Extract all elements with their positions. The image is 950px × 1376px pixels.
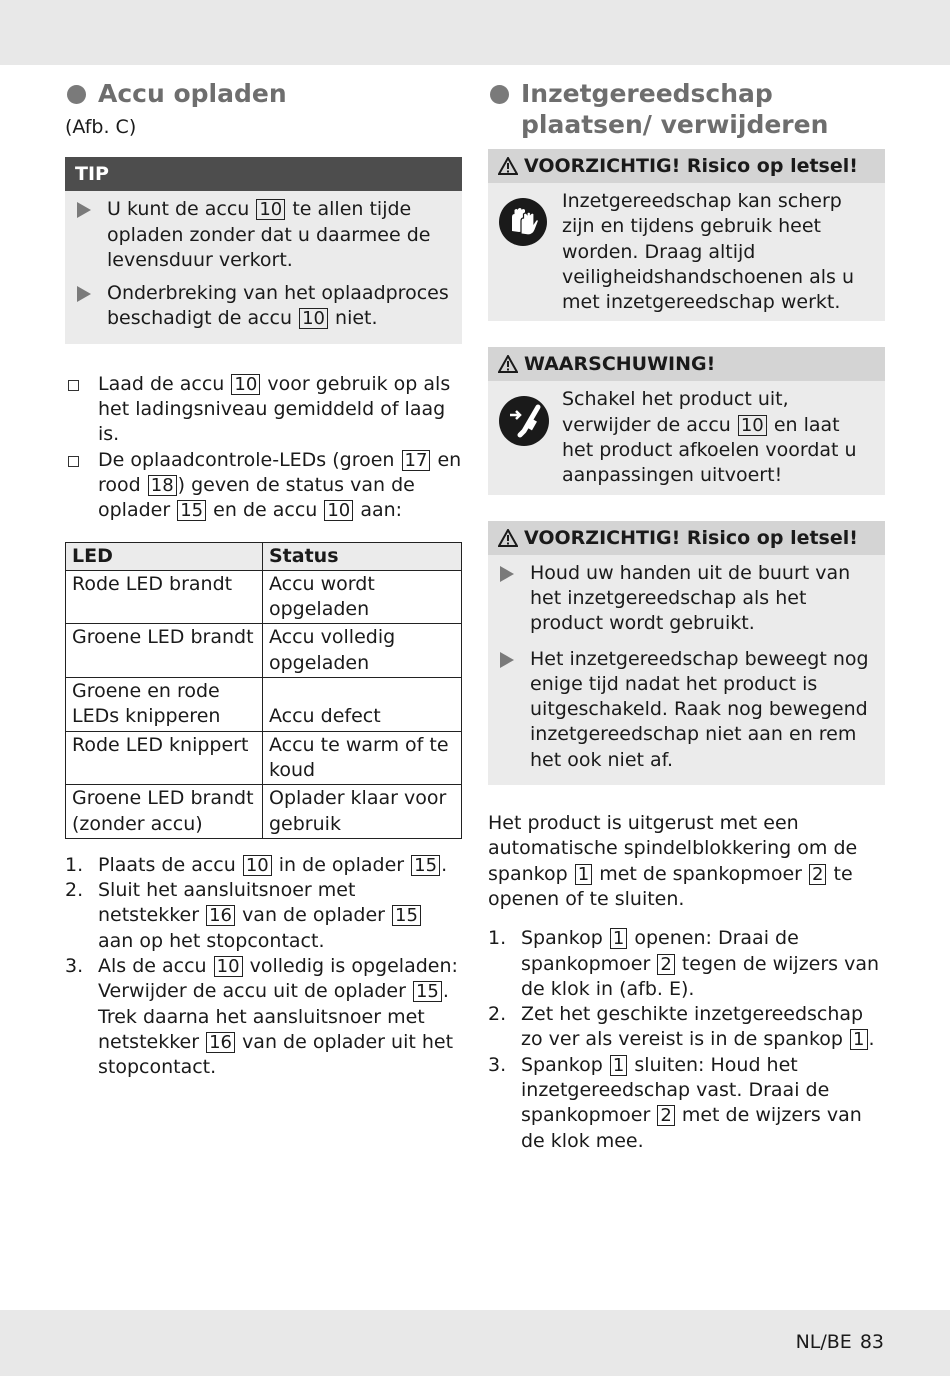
tip-item: U kunt de accu 10 te allen tijde opladen zonder dat u daarmee de levensduur verkort. [75, 197, 452, 273]
table-cell: Accu volledig opgeladen [263, 624, 462, 678]
caution-text: Inzetgereedschap kan scherp zijn en tijdens gebruik heet worden. Draag altijd veiligheidshandschoenen als u met inzetgereedschap werkt. [562, 190, 855, 314]
part-number: 15 [392, 905, 421, 926]
table-cell: Accu wordt opgeladen [263, 570, 462, 624]
top-band [0, 0, 950, 65]
part-number: 10 [299, 308, 328, 329]
table-cell: Oplader klaar voor gebruik [263, 785, 462, 839]
table-cell: Rode LED brandt [66, 570, 263, 624]
warning-triangle-icon [498, 355, 518, 373]
warning-text: Schakel het product uit, verwijder de accu 10 en laat het product afkoelen voordat u aanpassingen uitvoert! [562, 388, 857, 487]
part-number: 1 [610, 1055, 627, 1076]
figure-reference: (Afb. C) [65, 116, 137, 138]
part-number: 1 [850, 1029, 867, 1050]
part-number: 2 [809, 864, 826, 885]
page-number: 83 [859, 1331, 884, 1353]
warning-triangle-icon [498, 529, 518, 547]
column-header: LED [66, 542, 263, 570]
warning-box [488, 347, 885, 494]
table-cell: Groene en rode LEDs knipperen [66, 678, 263, 732]
language-code: NL/BE [795, 1331, 852, 1353]
step-item: 1. Spankop 1 openen: Draai de spankopmoer 2 tegen de wijzers van de klok in (afb. E). [488, 927, 880, 1000]
page-footer [788, 1330, 884, 1355]
section-title-inzetgereedschap: Inzetgereedschap plaatsen/ verwijderen [488, 78, 885, 140]
step-item: 3. Spankop 1 sluiten: Houd het inzetgereedschap vast. Draai de spankopmoer 2 met de wijzers van de klok mee. [488, 1053, 862, 1152]
triangle-bullet-icon [500, 566, 514, 582]
unplug-icon [498, 395, 550, 447]
column-header: Status [263, 542, 462, 570]
part-number: 2 [657, 954, 674, 975]
table-cell: Accu te warm of te koud [263, 731, 462, 785]
table-header-row [66, 542, 462, 570]
checkbox-icon [68, 456, 79, 467]
step-item: 2. Sluit het aansluitsnoer met netstekker 16 van de oplader 15 aan op het stopcontact. [65, 878, 462, 954]
triangle-bullet-icon [77, 286, 91, 302]
table-row [66, 624, 462, 678]
tip-label: TIP [65, 157, 462, 191]
table-row [66, 731, 462, 785]
led-status-table [65, 542, 462, 839]
part-number: 10 [214, 956, 243, 977]
caution-item: Het inzetgereedschap beweegt nog enige tijd nadat het product is uitgeschakeld. Raak nog bewegend inzetgereedschap niet aan en rem het ook niet af. [498, 647, 875, 773]
part-number: 18 [148, 475, 177, 496]
table-cell: Groene LED brandt [66, 624, 263, 678]
table-cell: Groene LED brandt (zonder accu) [66, 785, 263, 839]
triangle-bullet-icon [77, 202, 91, 218]
part-number: 15 [411, 855, 440, 876]
section-title-accu-opladen: Accu opladen [65, 78, 462, 109]
bullet-dot-icon [67, 85, 86, 104]
table-cell: Rode LED knippert [66, 731, 263, 785]
part-number: 1 [610, 928, 627, 949]
step-item: 3. Als de accu 10 volledig is opgeladen: Verwijder de accu uit de oplader 15 . Trek daarna het aansluitsnoer met netstekker 16 van de oplader uit het stopcontact. [65, 955, 458, 1079]
part-number: 15 [177, 500, 206, 521]
part-number: 10 [324, 500, 353, 521]
warning-body [488, 381, 885, 494]
warning-triangle-icon [498, 157, 518, 175]
checkbox-icon [68, 380, 79, 391]
part-number: 10 [256, 199, 285, 220]
tip-item: Onderbreking van het oplaadproces beschadigt de accu 10 niet. [75, 281, 452, 332]
caution-box [488, 149, 885, 321]
caution-header: VOORZICHTIG! Risico op letsel! [488, 521, 885, 555]
part-number: 2 [657, 1105, 674, 1126]
right-column [488, 78, 885, 1154]
caution-box-2 [488, 521, 885, 785]
part-number: 16 [206, 1032, 235, 1053]
part-number: 16 [206, 905, 235, 926]
table-row [66, 678, 462, 732]
intro-paragraph: Het product is uitgerust met een automatische spindelblokkering om de spankop 1 met de spankopmoer 2 te openen of te sluiten. [488, 812, 858, 910]
triangle-bullet-icon [500, 652, 514, 668]
footer-band [0, 1310, 950, 1376]
table-row [66, 570, 462, 624]
gloves-icon [498, 197, 548, 247]
caution-body [488, 183, 885, 321]
bullet-dot-icon [490, 85, 509, 104]
part-number: 1 [575, 864, 592, 885]
table-row [66, 785, 462, 839]
caution-header: VOORZICHTIG! Risico op letsel! [488, 149, 885, 183]
part-number: 17 [402, 450, 431, 471]
part-number: 10 [231, 374, 260, 395]
warning-header: WAARSCHUWING! [488, 347, 885, 381]
part-number: 10 [243, 855, 272, 876]
part-number: 15 [413, 981, 442, 1002]
table-cell: Accu defect [263, 678, 462, 732]
caution-item: Houd uw handen uit de buurt van het inzetgereedschap als het product wordt gebruikt. [498, 561, 875, 637]
left-column [65, 78, 462, 1081]
step-item: 2. Zet het geschikte inzetgereedschap zo ver als vereist is in de spankop 1 . [488, 1003, 875, 1051]
checklist-item: De oplaadcontrole-LEDs (groen 17 en rood 18 ) geven de status van de oplader 15 en de accu 10 aan: [65, 448, 462, 524]
step-item: 1. Plaats de accu 10 in de oplader 15 . [65, 853, 448, 876]
tip-box [65, 157, 462, 343]
checklist-item: Laad de accu 10 voor gebruik op als het ladingsniveau gemiddeld of laag is. [65, 372, 462, 448]
part-number: 10 [738, 415, 767, 436]
